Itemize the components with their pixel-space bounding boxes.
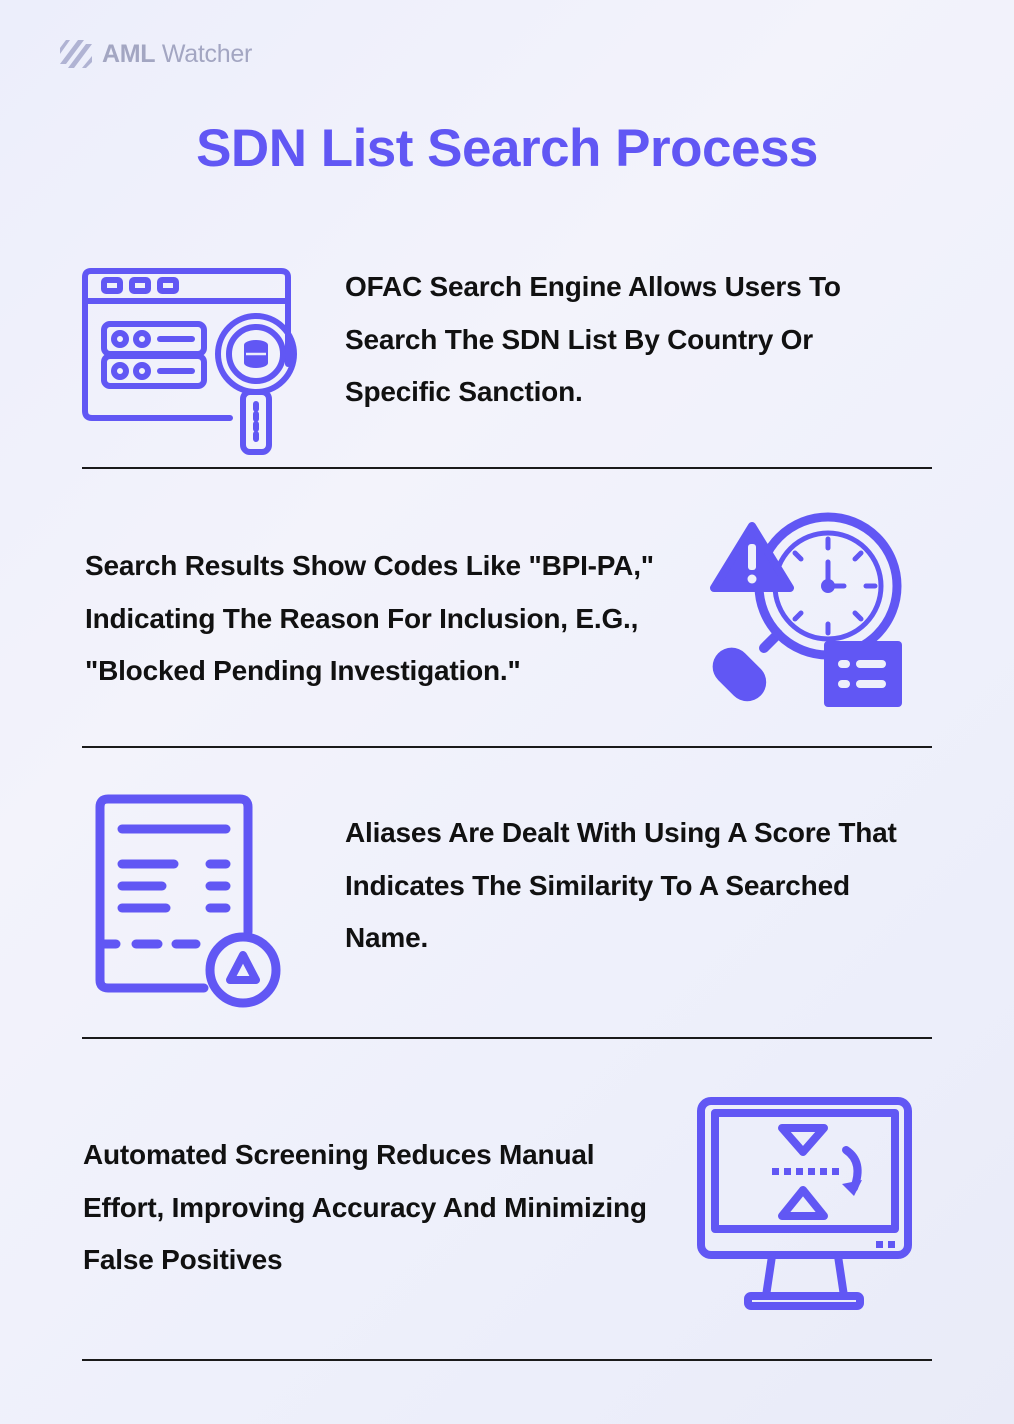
divider-1 <box>82 467 932 469</box>
divider-2 <box>82 746 932 748</box>
step-4-text: Automated Screening Reduces Manual Effort, Improving Accuracy And Minimizing False Positives <box>83 1139 647 1275</box>
monitor-sort-icon <box>696 1096 916 1314</box>
magnifier-clock-alert-icon <box>700 508 910 713</box>
brand-name: AML Watcher <box>102 39 252 68</box>
step-3-text: Aliases Are Dealt With Using A Score That Indicates The Similarity To A Searched Name. <box>345 817 897 953</box>
divider-3 <box>82 1037 932 1039</box>
database-search-window-icon <box>80 266 302 458</box>
step-1-text: OFAC Search Engine Allows Users To Search The SDN List By Country Or Specific Sanction. <box>345 271 841 407</box>
step-2-text: Search Results Show Codes Like "BPI-PA," Indicating The Reason For Inclusion, E.G., "Blocked Pending Investigation." <box>85 550 654 686</box>
page-title: SDN List Search Process <box>196 119 818 178</box>
brand-logo <box>60 38 252 70</box>
document-warning-icon <box>92 792 284 1012</box>
diagonal-stripes-logo-icon <box>60 38 92 70</box>
divider-4 <box>82 1359 932 1361</box>
